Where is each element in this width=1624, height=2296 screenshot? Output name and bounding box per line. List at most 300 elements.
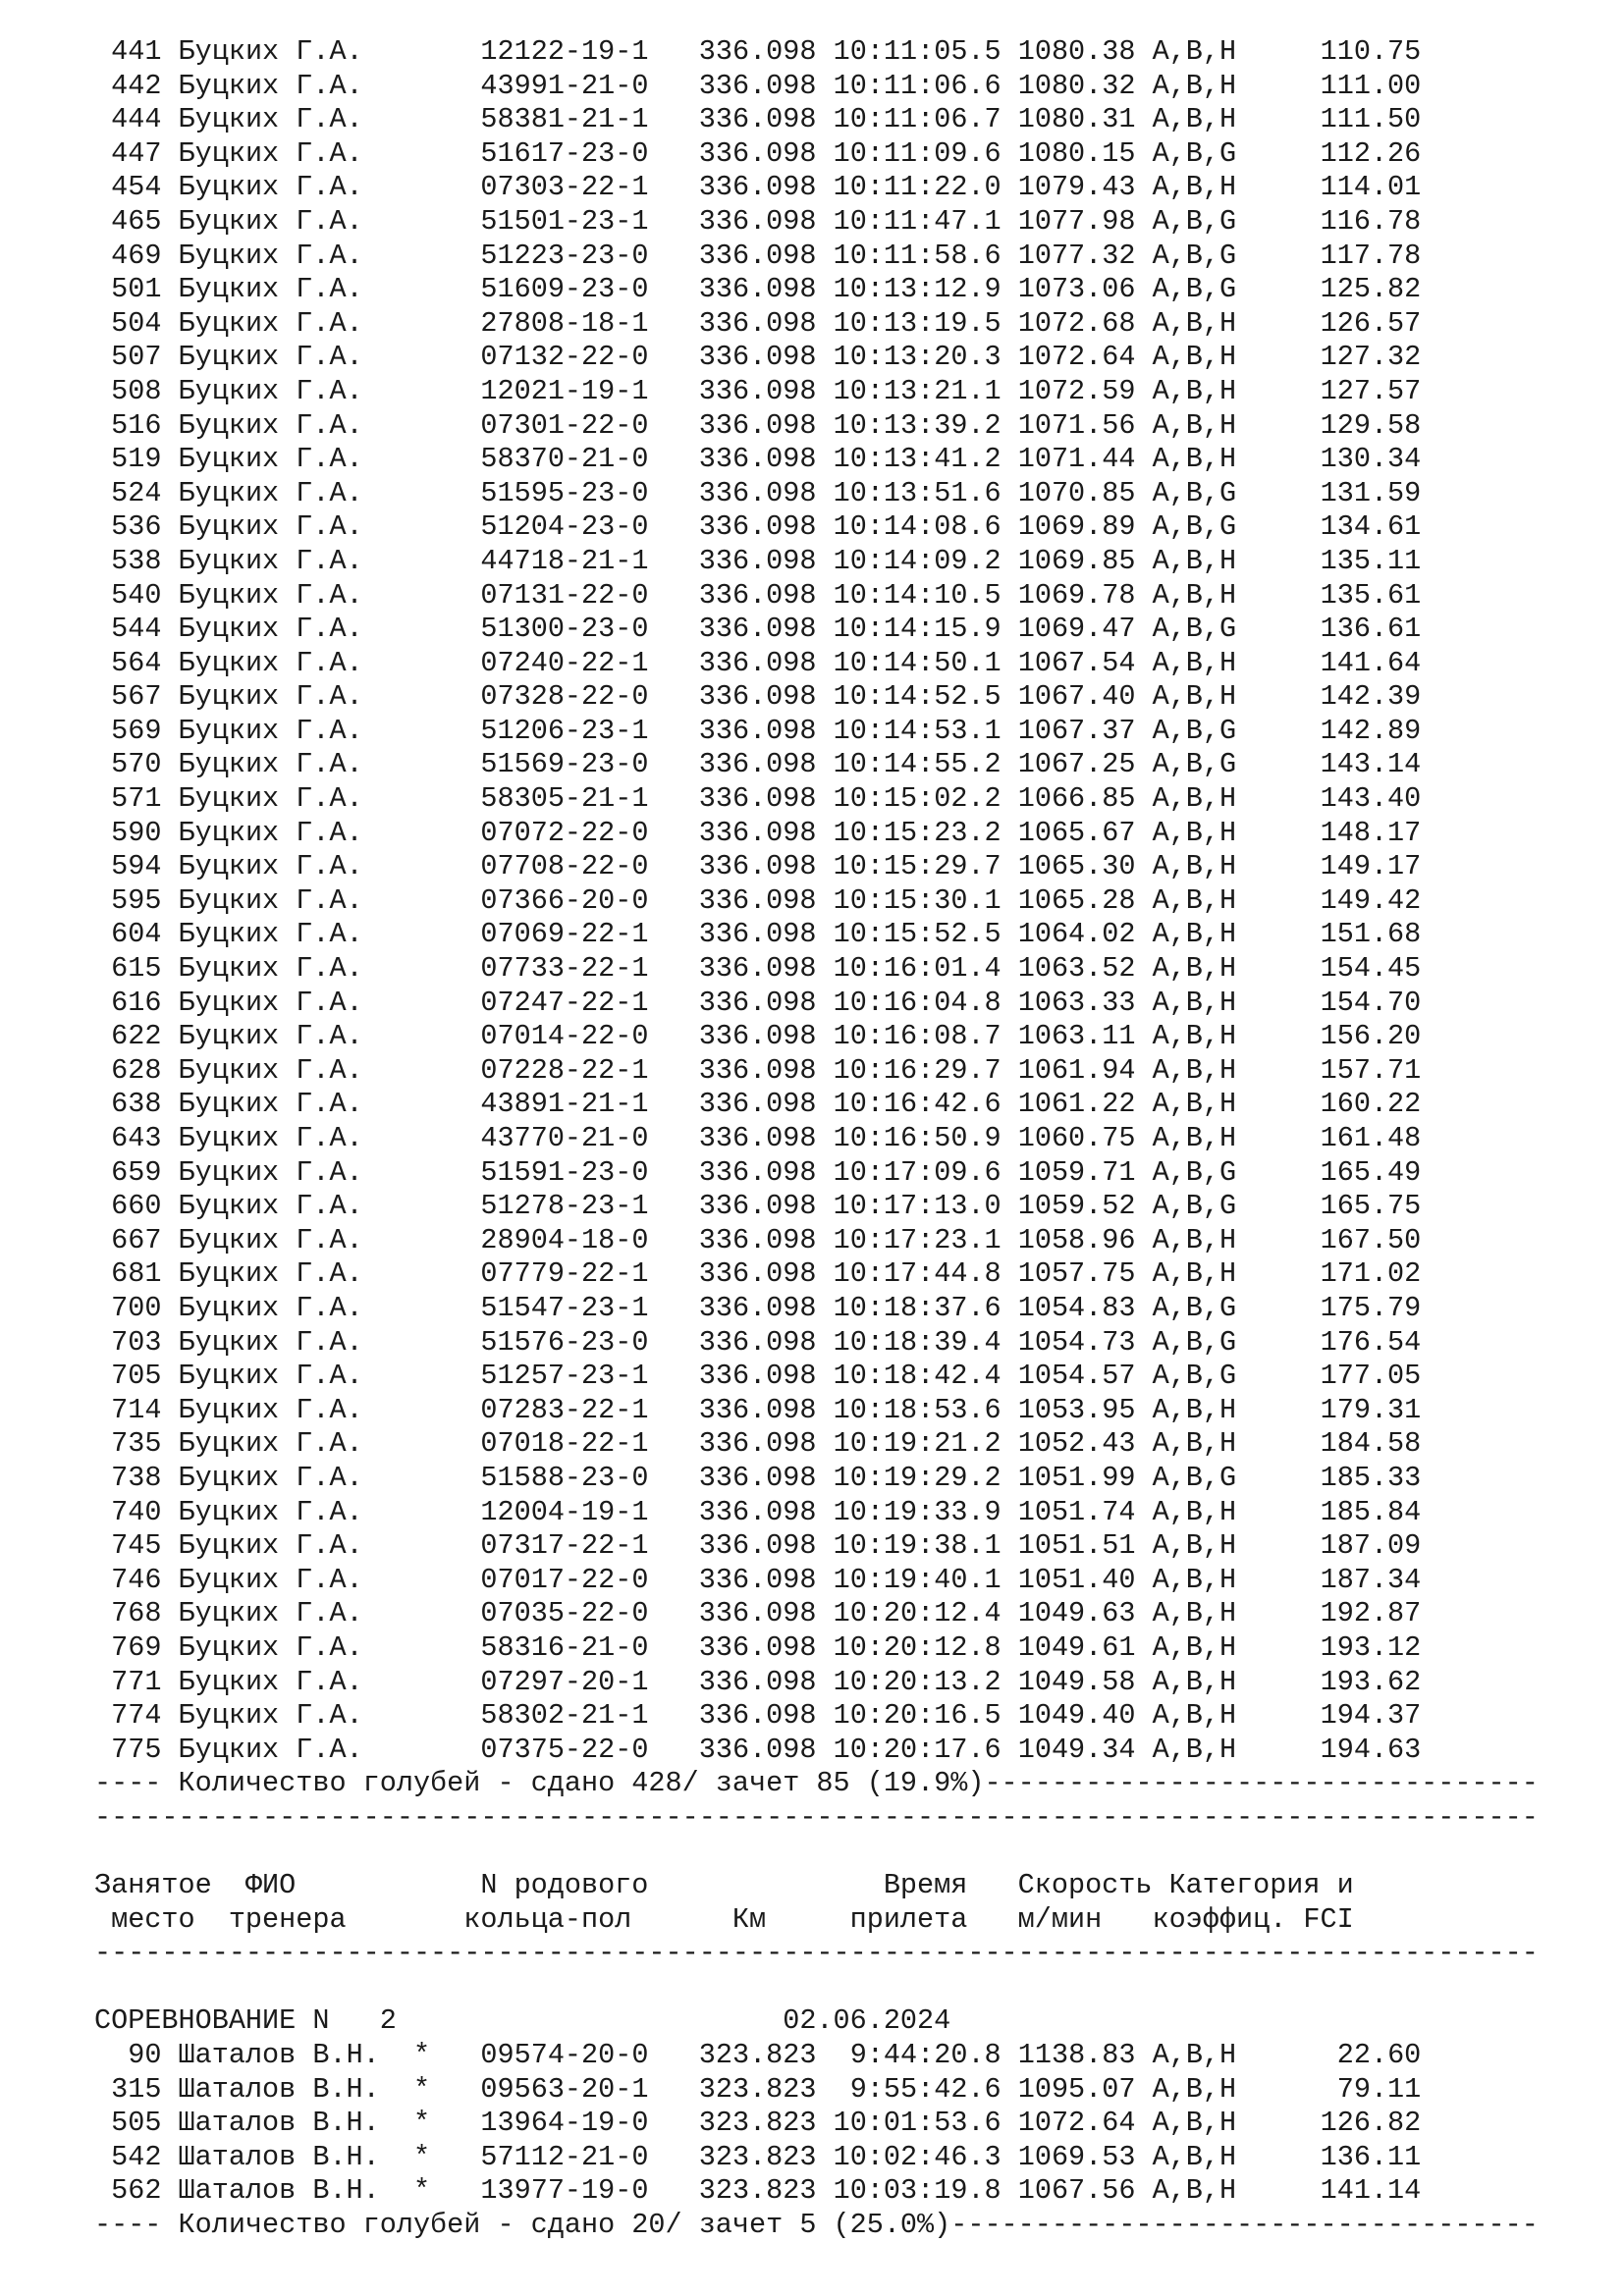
arrival-time-cell: 10:16:42.6 [833, 1088, 1001, 1121]
arrival-time-cell: 10:14:52.5 [833, 680, 1001, 714]
arrival-time-cell: 10:15:30.1 [833, 883, 1001, 917]
coefficient-cell: 184.58 [1320, 1427, 1422, 1461]
category-cell: A,B,H [1152, 408, 1237, 442]
trainer-name-cell: Буцких Г.А. [178, 1597, 363, 1630]
arrival-time-cell: 10:16:01.4 [833, 952, 1001, 986]
coefficient-cell: 127.57 [1320, 374, 1422, 407]
category-cell: A,B,H [1152, 1393, 1237, 1426]
place-cell: 501 [111, 273, 162, 306]
category-cell: A,B,G [1152, 1461, 1237, 1494]
coefficient-cell: 127.32 [1320, 341, 1422, 374]
speed-cell: 1072.64 [1017, 2107, 1136, 2140]
arrival-time-cell: 10:13:41.2 [833, 443, 1001, 476]
ring-number-cell: 27808-18-1 [480, 306, 649, 340]
speed-cell: 1058.96 [1017, 1223, 1136, 1256]
speed-cell: 1069.89 [1017, 510, 1136, 544]
ring-number-cell: 44718-21-1 [480, 544, 649, 577]
table-row [94, 2141, 1587, 2175]
place-cell: 769 [111, 1630, 162, 1664]
results-document [94, 35, 1587, 2243]
distance-cell: 336.098 [698, 578, 817, 612]
table-row [94, 1190, 1587, 1224]
coefficient-cell: 22.60 [1336, 2039, 1422, 2072]
speed-cell: 1080.32 [1017, 69, 1136, 102]
trainer-name-cell: Буцких Г.А. [178, 986, 363, 1019]
speed-cell: 1071.56 [1017, 408, 1136, 442]
ring-number-cell: 12021-19-1 [480, 374, 649, 407]
ring-number-cell: 51300-23-0 [480, 613, 649, 646]
arrival-time-cell: 10:13:19.5 [833, 306, 1001, 340]
place-cell: 643 [111, 1122, 162, 1154]
section-2-summary: ---- Количество голубей - сдано 20/ зачет 5 (25.0%)----------------------------------- [94, 2209, 1539, 2241]
distance-cell: 336.098 [698, 714, 817, 747]
category-cell: A,B,G [1152, 1190, 1237, 1223]
place-cell: 567 [111, 680, 162, 714]
ring-number-cell: 07283-22-1 [480, 1393, 649, 1426]
category-cell: A,B,H [1152, 1257, 1237, 1291]
place-cell: 771 [111, 1665, 162, 1698]
category-cell: A,B,H [1152, 1699, 1237, 1733]
distance-cell: 336.098 [698, 1563, 817, 1596]
speed-cell: 1066.85 [1017, 782, 1136, 816]
arrival-time-cell: 10:15:52.5 [833, 918, 1001, 951]
ring-number-cell: 07014-22-0 [480, 1020, 649, 1053]
distance-cell: 323.823 [698, 2140, 817, 2173]
place-cell: 622 [111, 1020, 162, 1053]
category-cell: A,B,G [1152, 1325, 1237, 1359]
trainer-name-cell: Буцких Г.А. [178, 544, 363, 577]
speed-cell: 1057.75 [1017, 1257, 1136, 1291]
distance-cell: 336.098 [698, 408, 817, 442]
arrival-time-cell: 10:18:42.4 [833, 1360, 1001, 1393]
place-cell: 714 [111, 1393, 162, 1426]
distance-cell: 336.098 [698, 1699, 817, 1733]
trainer-name-cell: Буцких Г.А. [178, 918, 363, 951]
trainer-name-cell: Буцких Г.А. [178, 1427, 363, 1461]
table-row [94, 748, 1587, 782]
ring-number-cell: 07131-22-0 [480, 578, 649, 612]
ring-number-cell: 07240-22-1 [480, 646, 649, 679]
ring-number-cell: 51595-23-0 [480, 476, 649, 509]
place-cell: 775 [111, 1733, 162, 1766]
speed-cell: 1060.75 [1017, 1122, 1136, 1154]
ring-number-cell: 58302-21-1 [480, 1699, 649, 1733]
place-cell: 569 [111, 714, 162, 747]
ring-number-cell: 07017-22-0 [480, 1563, 649, 1596]
arrival-time-cell: 10:11:09.6 [833, 136, 1001, 170]
trainer-name-cell: Буцких Г.А. [178, 1563, 363, 1596]
arrival-time-cell: 10:16:08.7 [833, 1020, 1001, 1053]
arrival-time-cell: 10:03:19.8 [833, 2174, 1001, 2208]
distance-cell: 336.098 [698, 69, 817, 102]
trainer-name-cell: Буцких Г.А. [178, 680, 363, 714]
mark-cell: * [412, 2107, 431, 2140]
place-cell: 667 [111, 1223, 162, 1256]
coefficient-cell: 142.89 [1320, 714, 1422, 747]
arrival-time-cell: 10:18:53.6 [833, 1393, 1001, 1426]
table-row [94, 918, 1587, 952]
coefficient-cell: 148.17 [1320, 816, 1422, 849]
distance-cell: 336.098 [698, 306, 817, 340]
arrival-time-cell: 10:11:47.1 [833, 204, 1001, 238]
distance-cell: 323.823 [698, 2107, 817, 2140]
table-row [94, 1326, 1587, 1361]
category-cell: A,B,H [1152, 35, 1237, 68]
speed-cell: 1072.59 [1017, 374, 1136, 407]
arrival-time-cell: 10:14:08.6 [833, 510, 1001, 544]
coefficient-cell: 157.71 [1320, 1053, 1422, 1087]
coefficient-cell: 194.63 [1320, 1733, 1422, 1766]
trainer-name-cell: Буцких Г.А. [178, 341, 363, 374]
ring-number-cell: 07228-22-1 [480, 1053, 649, 1087]
trainer-name-cell: Буцких Г.А. [178, 510, 363, 544]
trainer-name-cell: Буцких Г.А. [178, 1155, 363, 1189]
ring-number-cell: 12122-19-1 [480, 35, 649, 68]
place-cell: 700 [111, 1291, 162, 1324]
arrival-time-cell: 10:17:09.6 [833, 1155, 1001, 1189]
trainer-name-cell: Буцких Г.А. [178, 1630, 363, 1664]
table-row [94, 817, 1587, 851]
trainer-name-cell: Буцких Г.А. [178, 1053, 363, 1087]
coefficient-cell: 135.11 [1320, 544, 1422, 577]
ring-number-cell: 07301-22-0 [480, 408, 649, 442]
place-cell: 507 [111, 341, 162, 374]
place-cell: 595 [111, 883, 162, 917]
table-row [94, 647, 1587, 681]
distance-cell: 336.098 [698, 1155, 817, 1189]
table-row [94, 70, 1587, 104]
ring-number-cell: 07366-20-0 [480, 883, 649, 917]
table-row [94, 409, 1587, 444]
place-cell: 469 [111, 239, 162, 272]
category-cell: A,B,H [1152, 374, 1237, 407]
coefficient-cell: 193.12 [1320, 1630, 1422, 1664]
table-row [94, 2174, 1587, 2209]
category-cell: A,B,H [1152, 816, 1237, 849]
speed-cell: 1073.06 [1017, 273, 1136, 306]
speed-cell: 1061.22 [1017, 1088, 1136, 1121]
ring-number-cell: 51278-23-1 [480, 1190, 649, 1223]
trainer-name-cell: Буцких Г.А. [178, 1325, 363, 1359]
trainer-name-cell: Буцких Г.А. [178, 1495, 363, 1528]
speed-cell: 1054.73 [1017, 1325, 1136, 1359]
category-cell: A,B,G [1152, 510, 1237, 544]
spacer [94, 1971, 1587, 2005]
category-cell: A,B,H [1152, 1630, 1237, 1664]
speed-cell: 1069.78 [1017, 578, 1136, 612]
distance-cell: 323.823 [698, 2174, 817, 2208]
section-1-rows [94, 35, 1587, 1767]
distance-cell: 336.098 [698, 1427, 817, 1461]
table-row [94, 1360, 1587, 1394]
place-cell: 638 [111, 1088, 162, 1121]
speed-cell: 1065.30 [1017, 850, 1136, 883]
arrival-time-cell: 10:20:13.2 [833, 1665, 1001, 1698]
arrival-time-cell: 10:19:33.9 [833, 1495, 1001, 1528]
place-cell: 562 [111, 2174, 162, 2208]
place-cell: 90 [128, 2039, 162, 2072]
arrival-time-cell: 10:16:50.9 [833, 1122, 1001, 1154]
arrival-time-cell: 10:18:37.6 [833, 1291, 1001, 1324]
place-cell: 616 [111, 986, 162, 1019]
category-cell: A,B,H [1152, 1563, 1237, 1596]
coefficient-cell: 193.62 [1320, 1665, 1422, 1698]
table-row [94, 205, 1587, 240]
coefficient-cell: 136.61 [1320, 613, 1422, 646]
trainer-name-cell: Буцких Г.А. [178, 408, 363, 442]
place-cell: 564 [111, 646, 162, 679]
distance-cell: 336.098 [698, 476, 817, 509]
table-row [94, 477, 1587, 511]
table-row [94, 1292, 1587, 1326]
separator-line: -------------------------------------------------------------------------------------- [94, 1800, 1539, 1834]
category-cell: A,B,G [1152, 748, 1237, 781]
ring-number-cell: 07018-22-1 [480, 1427, 649, 1461]
ring-number-cell: 43991-21-0 [480, 69, 649, 102]
arrival-time-cell: 9:55:42.6 [849, 2072, 1001, 2106]
speed-cell: 1049.34 [1017, 1733, 1136, 1766]
category-cell: A,B,H [1152, 1665, 1237, 1698]
arrival-time-cell: 10:16:04.8 [833, 986, 1001, 1019]
distance-cell: 336.098 [698, 883, 817, 917]
speed-cell: 1059.52 [1017, 1190, 1136, 1223]
ring-number-cell: 07035-22-0 [480, 1597, 649, 1630]
speed-cell: 1063.52 [1017, 952, 1136, 986]
category-cell: A,B,H [1152, 1427, 1237, 1461]
speed-cell: 1072.68 [1017, 306, 1136, 340]
table-row [94, 341, 1587, 375]
distance-cell: 336.098 [698, 1325, 817, 1359]
trainer-name-cell: Буцких Г.А. [178, 306, 363, 340]
trainer-name-cell: Шаталов В.Н. [178, 2107, 380, 2140]
place-cell: 735 [111, 1427, 162, 1461]
category-cell: A,B,H [1152, 986, 1237, 1019]
distance-cell: 336.098 [698, 1257, 817, 1291]
category-cell: A,B,H [1152, 103, 1237, 136]
table-row [94, 1427, 1587, 1462]
trainer-name-cell: Буцких Г.А. [178, 476, 363, 509]
speed-cell: 1067.56 [1017, 2174, 1136, 2208]
coefficient-cell: 175.79 [1320, 1291, 1422, 1324]
coefficient-cell: 112.26 [1320, 136, 1422, 170]
place-cell: 542 [111, 2140, 162, 2173]
speed-cell: 1064.02 [1017, 918, 1136, 951]
speed-cell: 1079.43 [1017, 171, 1136, 204]
trainer-name-cell: Шаталов В.Н. [178, 2072, 380, 2106]
ring-number-cell: 12004-19-1 [480, 1495, 649, 1528]
category-cell: A,B,H [1152, 850, 1237, 883]
trainer-name-cell: Буцких Г.А. [178, 578, 363, 612]
category-cell: A,B,G [1152, 1291, 1237, 1324]
table-row [94, 782, 1587, 817]
table-row [94, 443, 1587, 477]
trainer-name-cell: Буцких Г.А. [178, 374, 363, 407]
ring-number-cell: 13977-19-0 [480, 2174, 649, 2208]
coefficient-cell: 149.42 [1320, 883, 1422, 917]
coefficient-cell: 126.57 [1320, 306, 1422, 340]
coefficient-cell: 187.34 [1320, 1563, 1422, 1596]
distance-cell: 336.098 [698, 1597, 817, 1630]
table-row [94, 510, 1587, 545]
trainer-name-cell: Буцких Г.А. [178, 35, 363, 68]
ring-number-cell: 51569-23-0 [480, 748, 649, 781]
coefficient-cell: 185.33 [1320, 1461, 1422, 1494]
distance-cell: 336.098 [698, 918, 817, 951]
ring-number-cell: 07375-22-0 [480, 1733, 649, 1766]
coefficient-cell: 165.49 [1320, 1155, 1422, 1189]
category-cell: A,B,H [1152, 883, 1237, 917]
spacer [94, 1835, 1587, 1869]
arrival-time-cell: 10:16:29.7 [833, 1053, 1001, 1087]
category-cell: A,B,H [1152, 1088, 1237, 1121]
category-cell: A,B,H [1152, 2107, 1237, 2140]
place-cell: 442 [111, 69, 162, 102]
trainer-name-cell: Буцких Г.А. [178, 1122, 363, 1154]
distance-cell: 336.098 [698, 952, 817, 986]
trainer-name-cell: Буцких Г.А. [178, 1461, 363, 1494]
coefficient-cell: 114.01 [1320, 171, 1422, 204]
arrival-time-cell: 10:13:51.6 [833, 476, 1001, 509]
coefficient-cell: 141.14 [1320, 2174, 1422, 2208]
ring-number-cell: 07328-22-0 [480, 680, 649, 714]
coefficient-cell: 177.05 [1320, 1360, 1422, 1393]
ring-number-cell: 13964-19-0 [480, 2107, 649, 2140]
coefficient-cell: 111.00 [1320, 69, 1422, 102]
table-row [94, 1564, 1587, 1598]
arrival-time-cell: 10:19:40.1 [833, 1563, 1001, 1596]
table-row [94, 1020, 1587, 1054]
distance-cell: 336.098 [698, 510, 817, 544]
trainer-name-cell: Буцких Г.А. [178, 1190, 363, 1223]
category-cell: A,B,H [1152, 1495, 1237, 1528]
table-row [94, 273, 1587, 307]
place-cell: 465 [111, 204, 162, 238]
ring-number-cell: 51588-23-0 [480, 1461, 649, 1494]
distance-cell: 336.098 [698, 1190, 817, 1223]
table-row [94, 545, 1587, 579]
coefficient-cell: 161.48 [1320, 1122, 1422, 1154]
coefficient-cell: 136.11 [1320, 2140, 1422, 2173]
category-cell: A,B,G [1152, 613, 1237, 646]
table-row [94, 1054, 1587, 1089]
category-cell: A,B,H [1152, 69, 1237, 102]
distance-cell: 336.098 [698, 341, 817, 374]
coefficient-cell: 194.37 [1320, 1699, 1422, 1733]
speed-cell: 1065.28 [1017, 883, 1136, 917]
trainer-name-cell: Буцких Г.А. [178, 273, 363, 306]
trainer-name-cell: Буцких Г.А. [178, 850, 363, 883]
coefficient-cell: 131.59 [1320, 476, 1422, 509]
coefficient-cell: 143.14 [1320, 748, 1422, 781]
arrival-time-cell: 10:11:06.7 [833, 103, 1001, 136]
trainer-name-cell: Буцких Г.А. [178, 1020, 363, 1053]
coefficient-cell: 192.87 [1320, 1597, 1422, 1630]
ring-number-cell: 57112-21-0 [480, 2140, 649, 2173]
ring-number-cell: 07779-22-1 [480, 1257, 649, 1291]
coefficient-cell: 117.78 [1320, 239, 1422, 272]
speed-cell: 1095.07 [1017, 2072, 1136, 2106]
distance-cell: 336.098 [698, 1529, 817, 1563]
category-cell: A,B,H [1152, 544, 1237, 577]
trainer-name-cell: Буцких Г.А. [178, 239, 363, 272]
coefficient-cell: 129.58 [1320, 408, 1422, 442]
category-cell: A,B,G [1152, 476, 1237, 509]
place-cell: 519 [111, 443, 162, 476]
coefficient-cell: 149.17 [1320, 850, 1422, 883]
table-row [94, 1156, 1587, 1191]
trainer-name-cell: Буцких Г.А. [178, 1291, 363, 1324]
category-cell: A,B,H [1152, 171, 1237, 204]
section-2-rows [94, 2039, 1587, 2209]
category-cell: A,B,H [1152, 1223, 1237, 1256]
place-cell: 660 [111, 1190, 162, 1223]
arrival-time-cell: 10:01:53.6 [833, 2107, 1001, 2140]
distance-cell: 336.098 [698, 239, 817, 272]
coefficient-cell: 111.50 [1320, 103, 1422, 136]
competition-title: СОРЕВНОВАНИЕ N 2 02.06.2024 [94, 2004, 951, 2038]
speed-cell: 1051.40 [1017, 1563, 1136, 1596]
speed-cell: 1080.15 [1017, 136, 1136, 170]
arrival-time-cell: 10:18:39.4 [833, 1325, 1001, 1359]
place-cell: 516 [111, 408, 162, 442]
distance-cell: 336.098 [698, 103, 817, 136]
speed-cell: 1059.71 [1017, 1155, 1136, 1189]
place-cell: 315 [111, 2072, 162, 2106]
arrival-time-cell: 10:20:16.5 [833, 1699, 1001, 1733]
place-cell: 659 [111, 1155, 162, 1189]
table-row [94, 1666, 1587, 1700]
coefficient-cell: 141.64 [1320, 646, 1422, 679]
ring-number-cell: 51501-23-1 [480, 204, 649, 238]
table-row [94, 1699, 1587, 1734]
coefficient-cell: 171.02 [1320, 1257, 1422, 1291]
table-row [94, 715, 1587, 749]
category-cell: A,B,H [1152, 578, 1237, 612]
ring-number-cell: 51617-23-0 [480, 136, 649, 170]
ring-number-cell: 51576-23-0 [480, 1325, 649, 1359]
category-cell: A,B,H [1152, 1529, 1237, 1563]
place-cell: 615 [111, 952, 162, 986]
ring-number-cell: 07303-22-1 [480, 171, 649, 204]
distance-cell: 336.098 [698, 273, 817, 306]
table-row [94, 2107, 1587, 2141]
speed-cell: 1080.31 [1017, 103, 1136, 136]
arrival-time-cell: 10:14:09.2 [833, 544, 1001, 577]
place-cell: 544 [111, 613, 162, 646]
table-row [94, 103, 1587, 137]
arrival-time-cell: 10:14:53.1 [833, 714, 1001, 747]
place-cell: 768 [111, 1597, 162, 1630]
arrival-time-cell: 10:13:20.3 [833, 341, 1001, 374]
trainer-name-cell: Буцких Г.А. [178, 952, 363, 986]
ring-number-cell: 51547-23-1 [480, 1291, 649, 1324]
ring-number-cell: 09574-20-0 [480, 2039, 649, 2072]
table-row [94, 1394, 1587, 1428]
category-cell: A,B,H [1152, 1020, 1237, 1053]
trainer-name-cell: Буцких Г.А. [178, 1257, 363, 1291]
table-row [94, 1734, 1587, 1768]
distance-cell: 323.823 [698, 2039, 817, 2072]
ring-number-cell: 51591-23-0 [480, 1155, 649, 1189]
arrival-time-cell: 10:02:46.3 [833, 2140, 1001, 2173]
ring-number-cell: 07708-22-0 [480, 850, 649, 883]
table-row [94, 171, 1587, 205]
table-row [94, 137, 1587, 172]
column-header-line-2: место тренера кольца-пол Км прилета м/мин коэффиц. FCI [94, 1902, 1354, 1936]
trainer-name-cell: Буцких Г.А. [178, 613, 363, 646]
distance-cell: 336.098 [698, 171, 817, 204]
trainer-name-cell: Буцких Г.А. [178, 1223, 363, 1256]
